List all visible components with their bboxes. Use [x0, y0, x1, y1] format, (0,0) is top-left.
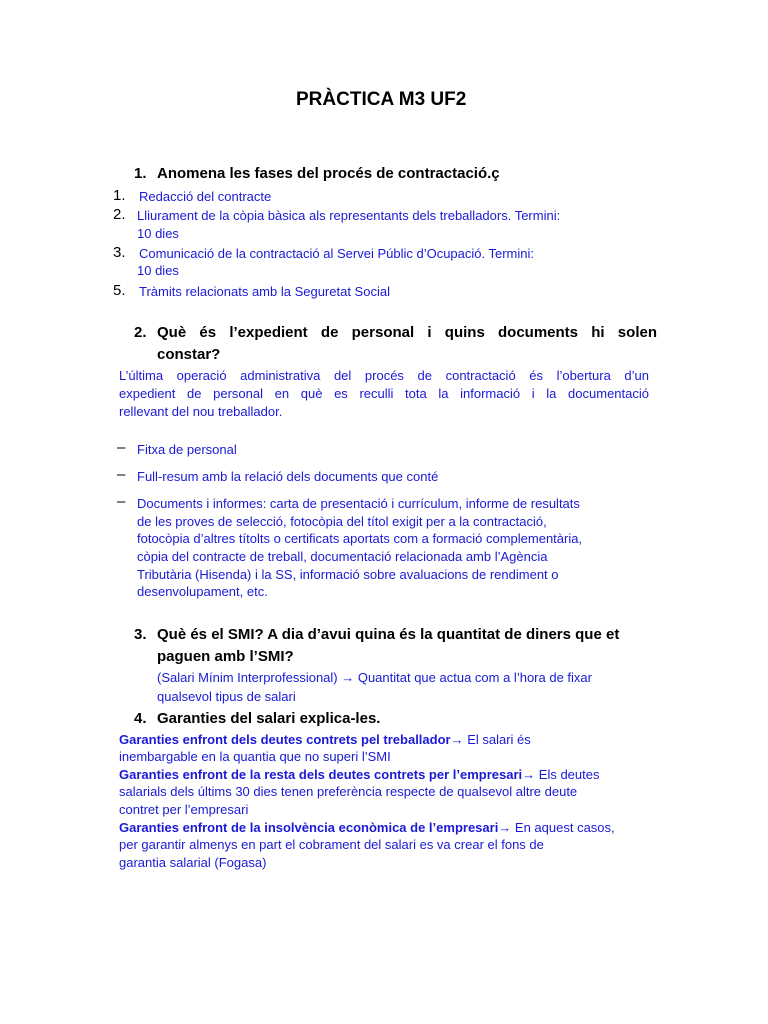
q3-text: Què és el SMI? A dia d’avui quina és la quantitat de diners que et [157, 626, 620, 643]
q3-answer: (Salari Mínim Interprofessional) → Quantitat que actua com a l’hora de fixar [157, 670, 592, 685]
phase-text: Tràmits relacionats amb la Seguretat Social [139, 284, 390, 299]
q3-text-cont: paguen amb l’SMI? [157, 648, 294, 665]
document-item: Documents i informes: carta de presentació i currículum, informe de resultats [137, 496, 580, 511]
guarantee-text: contret per l’empresari [119, 802, 249, 817]
document-item-cont: desenvolupament, etc. [137, 584, 268, 599]
guarantee-text: per garantir almenys en part el cobrament del salari es va crear el fons de [119, 837, 544, 852]
phase-text-cont: 10 dies [137, 263, 179, 278]
guarantee-text: garantia salarial (Fogasa) [119, 855, 267, 870]
guarantee-heading: Garanties enfront de la resta dels deutes contrets per l’empresari→ [119, 767, 536, 782]
guarantee-line [119, 819, 615, 837]
phase-number: 1. [113, 187, 126, 204]
q2-answer-line: L’última operació administrativa del procés de contractació és l’obertura d’un [119, 368, 649, 383]
q1-number: 1. [134, 165, 147, 182]
guarantee-text: Els deutes [535, 767, 600, 782]
guarantee-heading: Garanties enfront dels deutes contrets pel treballador→ [119, 732, 464, 747]
guarantee-line [119, 766, 599, 784]
document-item-cont: Tributària (Hisenda) i la SS, informació sobre avaluacions de rendiment o [137, 567, 559, 582]
q4-number: 4. [134, 710, 147, 727]
document-item: Fitxa de personal [137, 442, 237, 457]
q3-answer-cont: qualsevol tipus de salari [157, 689, 296, 704]
phase-text: Comunicació de la contractació al Servei Públic d’Ocupació. Termini: [139, 246, 535, 261]
q3-number: 3. [134, 626, 147, 643]
phase-text-cont: 10 dies [137, 226, 179, 241]
page-title: PRÀCTICA M3 UF2 [296, 89, 467, 110]
q2-text-cont: constar? [157, 346, 221, 363]
q2-text: Què és l’expedient de personal i quins documents hi solen [157, 324, 657, 341]
q2-answer-line: expedient de personal en què es reculli tota la informació i la documentació [119, 386, 649, 401]
guarantee-text: En aquest casos, [511, 820, 615, 835]
guarantee-text: salarials dels últims 30 dies tenen preferència respecte de qualsevol altre deute [119, 784, 578, 799]
phase-number: 2. [113, 206, 126, 223]
document-item-cont: fotocòpia d’altres títolts o certificats aportats com a formació complementària, [137, 531, 583, 546]
q1-text: Anomena les fases del procés de contractació.ç [157, 165, 500, 182]
phase-number: 5. [113, 282, 126, 299]
guarantee-text: inembargable en la quantia que no superi l’SMI [119, 749, 391, 764]
q2-answer-line: rellevant del nou treballador. [119, 404, 283, 419]
q2-number: 2. [134, 324, 147, 341]
phase-text: Redacció del contracte [139, 189, 272, 204]
bullet-dash: – [117, 493, 126, 510]
q4-text: Garanties del salari explica-les. [157, 710, 381, 727]
bullet-dash: – [117, 439, 126, 456]
bullet-dash: – [117, 466, 126, 483]
guarantee-text: El salari és [463, 732, 531, 747]
phase-number: 3. [113, 244, 126, 261]
guarantee-heading: Garanties enfront de la insolvència econòmica de l’empresari→ [119, 820, 512, 835]
document-item: Full-resum amb la relació dels documents que conté [137, 469, 439, 484]
document-item-cont: còpia del contracte de treball, documentació relacionada amb l’Agència [137, 549, 548, 564]
guarantee-line [119, 731, 531, 749]
document-item-cont: de les proves de selecció, fotocòpia del títol exigit per a la contractació, [137, 514, 547, 529]
phase-text: Lliurament de la còpia bàsica als representants dels treballadors. Termini: [137, 208, 561, 223]
